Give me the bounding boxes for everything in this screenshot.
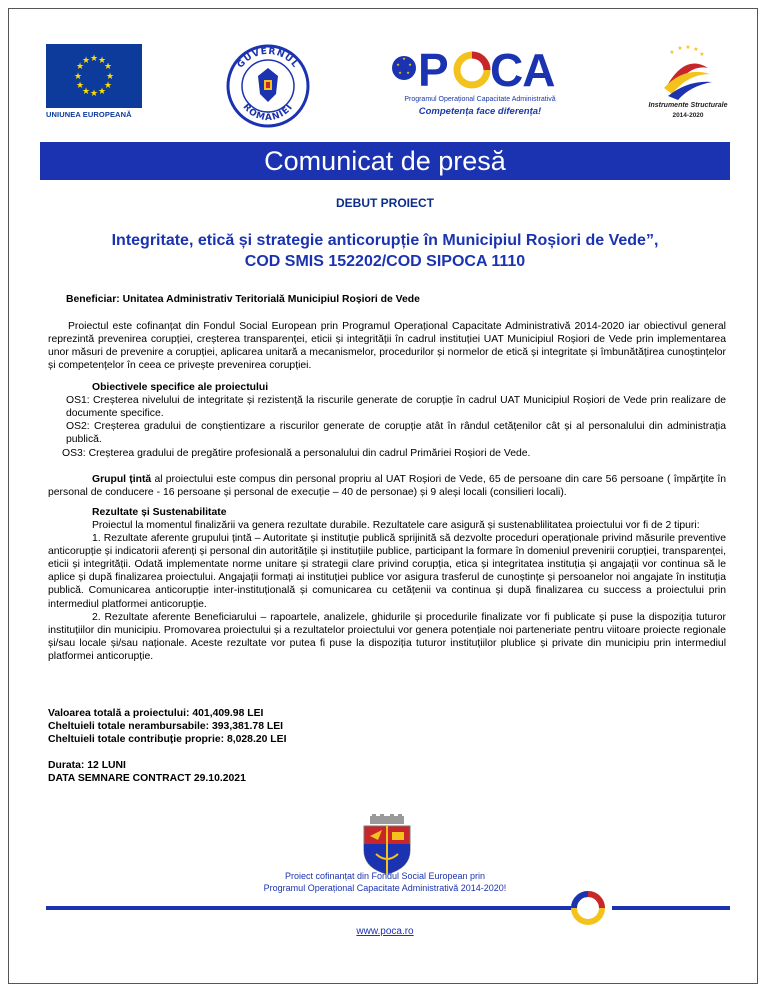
gov-seal-text bbox=[226, 44, 310, 128]
objectives-heading: Obiectivele specifice ale proiectului bbox=[92, 382, 269, 393]
objective-os3: OS3: Creșterea gradului de pregătire profesională a personalului din cadrul Primăriei Roșiori de Vede. bbox=[62, 448, 531, 459]
instrumente-structurale-caption: Instrumente Structurale bbox=[648, 102, 728, 109]
svg-text:ROMÂNIEI bbox=[241, 102, 296, 123]
svg-text:★: ★ bbox=[408, 62, 412, 67]
results-intro: Proiectul la momentul finalizării va genera rezultate durabile. Rezultatele care asigură și sustenablilitatea proiectului vor fi de 2 tipuri: bbox=[92, 520, 700, 531]
svg-text:★: ★ bbox=[103, 62, 113, 72]
svg-text:★: ★ bbox=[406, 70, 410, 75]
objective-os2: OS2: Creșterea gradului de conștientizare a riscurilor generate de corupție atât în rândul cetățenilor cât și al personalului din administrația publică. bbox=[66, 421, 726, 446]
svg-text:★: ★ bbox=[81, 56, 91, 66]
project-title-line2: COD SMIS 152202/COD SIPOCA 1110 bbox=[244, 253, 526, 270]
svg-text:★: ★ bbox=[693, 46, 699, 53]
poca-logo bbox=[390, 40, 560, 100]
poca-website-link[interactable]: www.poca.ro bbox=[356, 926, 414, 937]
instrumente-structurale-years: 2014-2020 bbox=[672, 112, 704, 119]
gov-seal-bottom-text: ROMÂNIEI bbox=[240, 102, 296, 124]
instrumente-structurale-logo bbox=[650, 44, 722, 100]
svg-text:P: P bbox=[418, 44, 448, 96]
footer-line1: Proiect cofinanțat din Fondul Social European prin bbox=[284, 871, 486, 881]
svg-text:★: ★ bbox=[89, 54, 99, 64]
own-contribution: Cheltuieli totale contribuție proprie: 8,028.20 LEI bbox=[48, 734, 287, 746]
svg-text:★: ★ bbox=[73, 72, 83, 82]
svg-text:★: ★ bbox=[677, 45, 683, 52]
svg-text:★: ★ bbox=[75, 62, 85, 72]
beneficiary: Beneficiar: Unitatea Administrativ Teritorială Municipiul Roșiori de Vede bbox=[66, 294, 420, 305]
svg-text:CA: CA bbox=[490, 44, 555, 96]
contract-date: DATA SEMNARE CONTRACT 29.10.2021 bbox=[48, 773, 246, 785]
svg-text:★: ★ bbox=[75, 81, 85, 91]
financial-summary bbox=[48, 707, 448, 746]
non-reimbursable-costs: Cheltuieli totale nerambursabile: 393,381.78 LEI bbox=[48, 721, 284, 733]
footer-divider-right bbox=[612, 906, 730, 910]
eu-flag-logo bbox=[46, 44, 142, 108]
svg-text:★: ★ bbox=[402, 56, 406, 61]
svg-text:GUVERNUL bbox=[236, 47, 301, 70]
svg-text:★: ★ bbox=[398, 70, 402, 75]
results-body bbox=[48, 519, 726, 663]
document-subtitle: DEBUT PROIECT bbox=[335, 196, 434, 210]
svg-text:★: ★ bbox=[699, 51, 705, 58]
svg-text:★: ★ bbox=[97, 87, 107, 97]
footer-divider bbox=[46, 906, 576, 910]
objective-os1: OS1: Creșterea nivelului de integritate și rezistență la riscurile generate de corupție în cadrul UAT Municipiul Roșiori de Vede prin realizare de documente specifice. bbox=[66, 395, 726, 420]
svg-text:★: ★ bbox=[81, 87, 91, 97]
svg-text:★: ★ bbox=[669, 49, 675, 56]
banner-title: Comunicat de presă bbox=[264, 146, 506, 176]
footer-line2: Programul Operațional Capacitate Administrativă 2014-2020! bbox=[263, 883, 507, 893]
target-group-paragraph bbox=[48, 473, 726, 499]
results-item-1: 1. Rezultate aferente grupului țintă – Autoritate și instituție publică sprijinită să dezvolte proceduri operaționale privind măsurile preventive anticorupție și indicatorii aferenți și personal din autoritățile și instituțiile publice, participant la formare în domeniul prevenirii corupției, transparenței, eticii și integrității. Odată implementate norme unitare și strategii clare privind corupția, etica și integritatea instituția și angajații vor continua să le aplice și după finalizarea proiectului. Angajații formați ai instituției publice vor asigura trasferul de cunoștințe și persoanelor noi angajate în instituția publică. Comunicarea anticorupție inter-instituțională și comunicarea cu cetățenii va continua și după finalizarea cu success a proiectului prin intermediul platformei anticorupție. bbox=[48, 533, 726, 610]
poca-program-text: Programul Operațional Capacitate Administrativă bbox=[404, 96, 556, 103]
footer-cofinancing-note bbox=[180, 870, 590, 894]
project-title-line1: Integritate, etică și strategie anticorupție în Municipiul Roșiori de Vede”, bbox=[111, 232, 659, 249]
target-group-text: al proiectului este compus din personal propriu al UAT Roșiori de Vede, 65 de persoane din care 56 persoane ( împărțite în personal de conducere - 16 persoane și personal de execuție – 40 de personae) și 9 aleși locali (consilieri locali). bbox=[48, 474, 727, 499]
svg-text:★: ★ bbox=[105, 72, 115, 82]
target-group-label: Grupul țintă bbox=[92, 474, 152, 485]
duration-block bbox=[48, 759, 448, 785]
svg-text:★: ★ bbox=[89, 89, 99, 99]
svg-text:★: ★ bbox=[396, 62, 400, 67]
results-item-2: 2. Rezultate aferente Beneficiarului – rapoartele, analizele, ghidurile și procedurile finalizate vor fi publicate și puse la dispoziția tuturor instituțiilor din municipiu. Promovarea proiectului și a rezultatelor proiectului vor genera potențiale noi parteneriate pentru viitoare proiecte regionale și/sau locale și/sau naționale. Aceste rezultate vor putea fi puse la dispoziția tuturor instituțiilor plublice și private din municipiu prin intermediul platformei anticorupție. bbox=[48, 611, 726, 662]
svg-text:★: ★ bbox=[685, 44, 691, 51]
eu-caption: UNIUNEA EUROPEANĂ bbox=[46, 110, 132, 119]
project-title bbox=[60, 230, 710, 272]
municipality-crest bbox=[356, 814, 418, 876]
poca-slogan: Competența face diferența! bbox=[418, 106, 542, 117]
duration: Durata: 12 LUNI bbox=[48, 760, 126, 771]
svg-text:★: ★ bbox=[103, 81, 113, 91]
intro-paragraph: Proiectul este cofinanțat din Fondul Social European prin Programul Operațional Capacitate Administrativă 2014-2020 iar obiectivul general reprezintă prevenirea corupției, creșterea transparenței, eticii și integrității în cadrul instituției UAT Municipiul Roșiori de Vede prin implementarea unor măsuri de prevenire a corupției, aplicarea unitară a mecanismelor, procedurilor și normelor de etică și integritate și îmbunătățirea cunoștințelor și competențelor în ceea ce privește prevenirea corupției. bbox=[48, 321, 726, 372]
gov-seal-top-text: GUVERNUL bbox=[235, 46, 301, 71]
poca-footer-logo bbox=[566, 888, 610, 928]
press-release-banner bbox=[40, 142, 730, 180]
total-value: Valoarea totală a proiectului: 401,409.98 LEI bbox=[48, 708, 264, 719]
results-heading: Rezultate și Sustenabilitate bbox=[92, 507, 227, 518]
svg-text:★: ★ bbox=[97, 56, 107, 66]
